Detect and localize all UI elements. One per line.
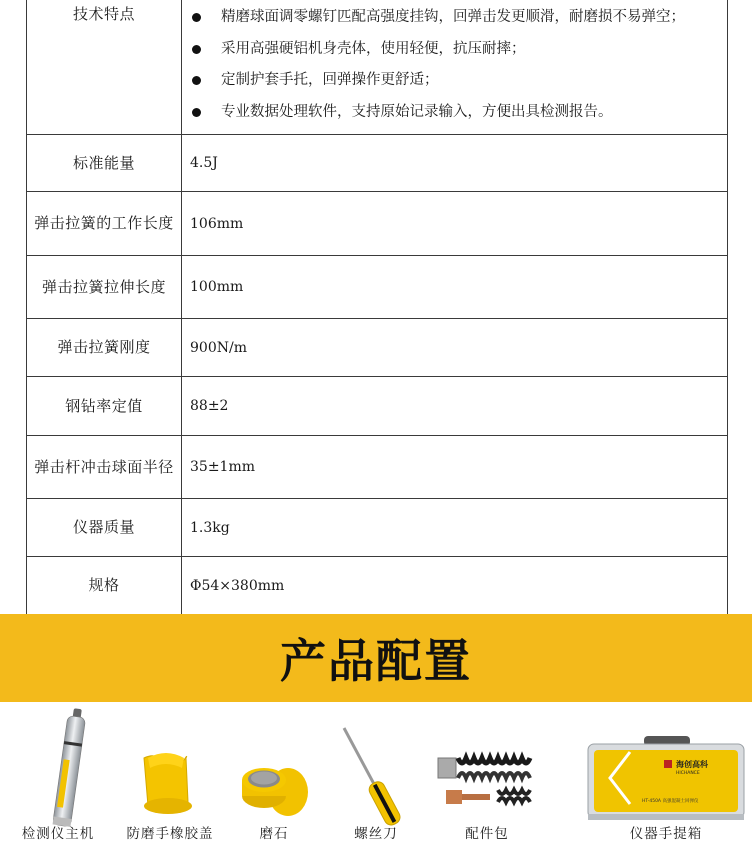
- spec-value: Φ54×380mm: [182, 557, 728, 615]
- spec-value: 106mm: [182, 192, 728, 256]
- spec-label: 钢钻率定值: [27, 377, 182, 436]
- spec-label: 规格: [27, 557, 182, 615]
- spec-label: 标准能量: [27, 135, 182, 192]
- case-model: HT-450A 高强混凝土回弹仪: [642, 799, 699, 804]
- bullet-icon: [192, 108, 201, 117]
- spec-label: 技术特点: [27, 0, 182, 135]
- rubber-cover-icon: [118, 702, 222, 842]
- spec-row: [27, 499, 728, 557]
- spec-row: [27, 319, 728, 377]
- spec-value: 4.5J: [182, 135, 728, 192]
- spec-label: 仪器质量: [27, 499, 182, 557]
- config-item: [432, 702, 542, 868]
- grinding-stone-icon: [228, 702, 320, 842]
- config-item: [584, 702, 748, 868]
- config-item: [228, 702, 320, 868]
- bullet-icon: [192, 13, 201, 22]
- spec-value: 100mm: [182, 256, 728, 319]
- spec-row: [27, 192, 728, 256]
- spec-value: 35±1mm: [182, 436, 728, 499]
- spring-parts-icon: [432, 702, 542, 842]
- spec-row: [27, 557, 728, 615]
- spec-row-features: [27, 0, 728, 135]
- feature-cell: [182, 0, 728, 135]
- spec-value: 1.3kg: [182, 499, 728, 557]
- feature-item: 专业数据处理软件，支持原始记录输入，方便出具检测报告。: [192, 97, 727, 129]
- case-brand: 海创高科: [676, 760, 708, 769]
- spec-table: [26, 0, 728, 615]
- spec-label: 弹击拉簧刚度: [27, 319, 182, 377]
- item-caption: 防磨手橡胶盖: [126, 826, 214, 842]
- item-caption: 磨石: [259, 826, 289, 842]
- feature-item: 精磨球面调零螺钉匹配高强度挂钩，回弹击发更顺滑，耐磨损不易弹空；: [192, 2, 727, 34]
- spec-row: [27, 436, 728, 499]
- spec-row: [27, 256, 728, 319]
- spec-row: [27, 377, 728, 436]
- rebound-hammer-icon: [10, 702, 106, 842]
- spec-label: 弹击拉簧的工作长度: [27, 192, 182, 256]
- feature-item: 采用高强硬铝机身壳体，使用轻便，抗压耐摔；: [192, 34, 727, 66]
- bullet-icon: [192, 45, 201, 54]
- item-caption: 仪器手提箱: [629, 826, 703, 842]
- spec-label: 弹击杆冲击球面半径: [27, 436, 182, 499]
- feature-list: [182, 0, 727, 134]
- config-banner: [0, 614, 752, 702]
- spec-label: 弹击拉簧拉伸长度: [27, 256, 182, 319]
- section-title: 产品配置: [280, 634, 472, 688]
- config-item: [118, 702, 222, 868]
- screwdriver-icon: [330, 702, 422, 842]
- spec-value: 88±2: [182, 377, 728, 436]
- item-caption: 检测仪主机: [21, 826, 95, 842]
- spec-row: [27, 135, 728, 192]
- spec-value: 900N/m: [182, 319, 728, 377]
- item-caption: 螺丝刀: [354, 826, 398, 842]
- item-caption: 配件包: [465, 826, 509, 842]
- feature-item: 定制护套手托，回弹操作更舒适；: [192, 65, 727, 97]
- config-items: [0, 702, 752, 868]
- config-item: [330, 702, 422, 868]
- carry-case-icon: [584, 702, 748, 842]
- case-brand-en: HICHANCE: [676, 771, 700, 776]
- config-item: [10, 702, 106, 868]
- bullet-icon: [192, 76, 201, 85]
